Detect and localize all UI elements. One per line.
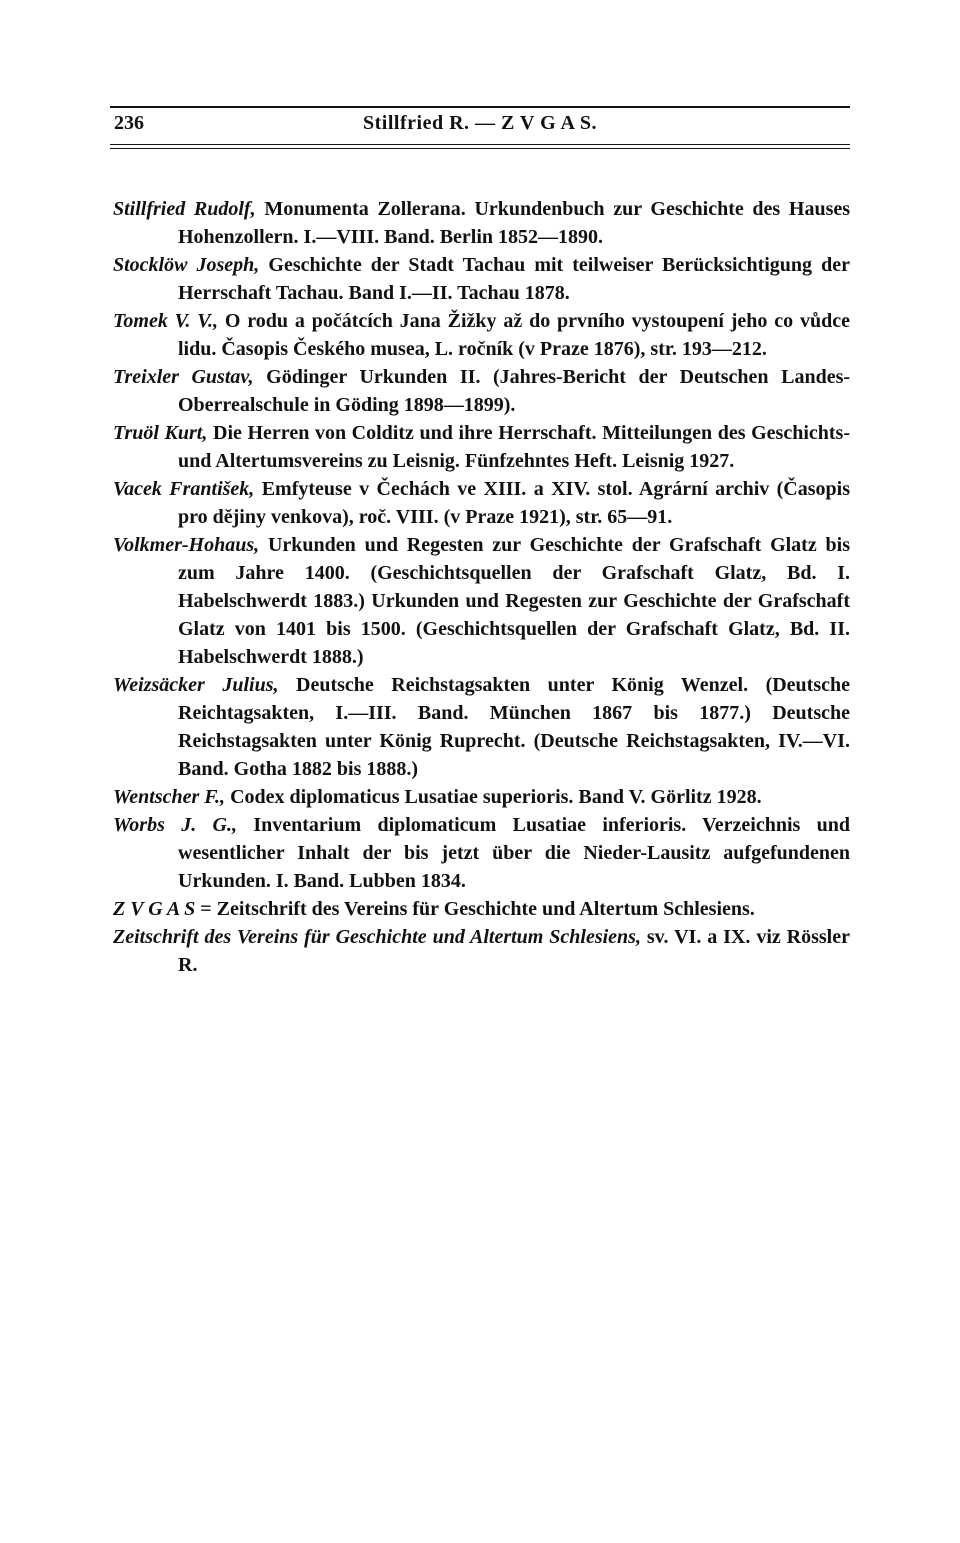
header-rule-bottom-double — [110, 148, 850, 149]
entry-author: Z V G A S — [113, 898, 196, 920]
entry-text: Emfyteuse v Čechách ve XIII. a XIV. stol. Agrární archiv (Časopis pro dějiny venkova), roč. VIII. (v Praze 1921), str. 65—91. — [178, 478, 850, 528]
page-number: 236 — [114, 112, 144, 134]
bibliography-list — [113, 195, 850, 979]
entry-text: = Zeitschrift des Vereins für Geschichte und Altertum Schlesiens. — [200, 898, 755, 920]
bibliography-entry — [113, 475, 850, 531]
entry-author: Truöl Kurt, — [113, 422, 208, 444]
entry-author: Tomek V. V., — [113, 310, 219, 332]
entry-author: Stocklöw Joseph, — [113, 254, 260, 276]
entry-text: Die Herren von Colditz und ihre Herrschaft. Mitteilungen des Geschichts- und Altertumsvereins zu Leisnig. Fünfzehntes Heft. Leisnig 1927. — [178, 422, 850, 472]
entry-text: Urkunden und Regesten zur Geschichte der Grafschaft Glatz bis zum Jahre 1400. (Geschichtsquellen der Grafschaft Glatz, Bd. I. Habelschwerdt 1883.) Urkunden und Regesten zur Geschichte der Grafschaft Glatz von 1401 bis 1500. (Geschichtsquellen der Grafschaft Glatz, Bd. II. Habelschwerdt 1888.) — [178, 534, 851, 668]
entry-author: Zeitschrift des Vereins für Geschichte und Altertum Schlesiens, — [113, 926, 641, 948]
entry-author: Wentscher F., — [113, 786, 226, 808]
entry-author: Stillfried Rudolf, — [113, 198, 256, 220]
entry-text: Deutsche Reichstagsakten unter König Wenzel. (Deutsche Reichtagsakten, I.—III. Band. München 1867 bis 1877.) Deutsche Reichstagsakten unter König Ruprecht. (Deutsche Reichstagsakten, IV.—VI. Band. Gotha 1882 bis 1888.) — [178, 674, 851, 780]
entry-text: Codex diplomaticus Lusatiae superioris. Band V. Görlitz 1928. — [230, 786, 762, 808]
header-rule-bottom — [110, 144, 850, 145]
entry-author: Volkmer-Hohaus, — [113, 534, 260, 556]
bibliography-entry — [113, 251, 850, 307]
entry-text: Gödinger Urkunden II. (Jahres-Bericht der Deutschen Landes-Oberrealschule in Göding 1898—1899). — [178, 366, 851, 416]
bibliography-entry — [113, 363, 850, 419]
bibliography-entry — [113, 895, 850, 923]
bibliography-entry — [113, 923, 850, 979]
bibliography-entry — [113, 307, 850, 363]
entry-text: sv. VI. a IX. viz Rössler R. — [178, 926, 850, 976]
bibliography-entry — [113, 531, 850, 671]
bibliography-entry — [113, 195, 850, 251]
running-head: Stillfried R. — Z V G A S. — [363, 112, 597, 134]
entry-author: Weizsäcker Julius, — [113, 674, 279, 696]
bibliography-entry — [113, 811, 850, 895]
entry-text: O rodu a počátcích Jana Žižky až do prvního vystoupení jeho co vůdce lidu. Časopis Českého musea, L. ročník (v Praze 1876), str. 193—212. — [178, 310, 850, 360]
entry-author: Treixler Gustav, — [113, 366, 254, 388]
entry-text: Inventarium diplomaticum Lusatiae inferioris. Verzeichnis und wesentlicher Inhalt der bis jetzt über die Nieder-Lausitz aufgefundenen Urkunden. I. Band. Lubben 1834. — [178, 814, 851, 892]
entry-text: Geschichte der Stadt Tachau mit teilweiser Berücksichtigung der Herrschaft Tachau. Band I.—II. Tachau 1878. — [178, 254, 850, 304]
bibliography-entry — [113, 419, 850, 475]
bibliography-entry — [113, 783, 850, 811]
entry-author: Vacek František, — [113, 478, 255, 500]
header-rule-top — [110, 106, 850, 108]
entry-text: Monumenta Zollerana. Urkundenbuch zur Geschichte des Hauses Hohenzollern. I.—VIII. Band. Berlin 1852—1890. — [178, 198, 851, 248]
entry-author: Worbs J. G., — [113, 814, 237, 836]
page-header — [110, 98, 850, 154]
bibliography-entry — [113, 671, 850, 783]
